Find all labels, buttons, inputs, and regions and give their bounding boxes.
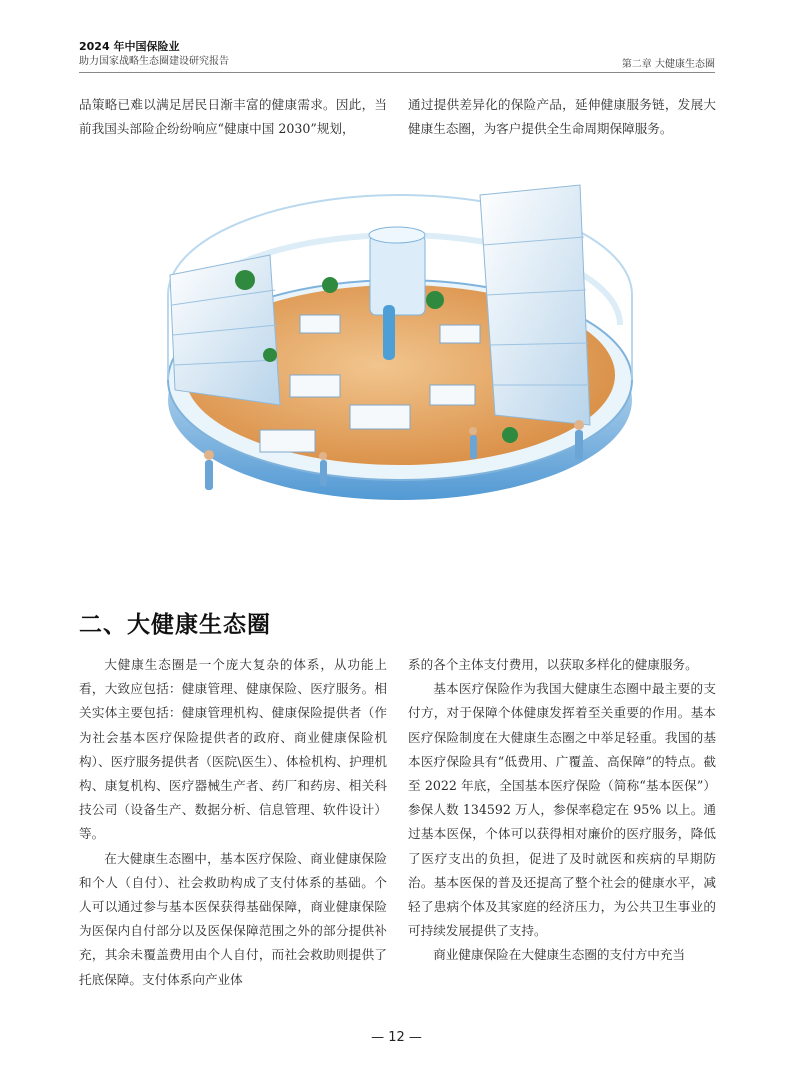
report-subtitle: 助力国家战略生态圈建设研究报告 [79, 56, 229, 67]
top-paragraph-left: 品策略已难以满足居民日渐丰富的健康需求。因此，当前我国头部险企纷纷响应“健康中国 2030”规划， [79, 97, 387, 137]
report-year-title: 2024 年中国保险业 [79, 40, 180, 53]
paragraph-basic-medical-insurance: 基本医疗保险作为我国大健康生态圈中最主要的支付方，对于保障个体健康发挥着至关重要的作用。基本医疗保险制度在大健康生态圈之中举足轻重。我国的基本医疗保险具有“低费用、广覆盖、高保障”的特点。截至 2022 年底，全国基本医疗保险（简称“基本医保”）参保人数 134592 万人，参保率稳定在 95% 以上。通过基本医保，个体可以获得相对廉价的医疗服务，降低了医疗支出的负担，促进了及时就医和疾病的早期防治。基本医保的普及还提高了整个社会的健康水平，减轻了患病个体及其家庭的经济压力，为公共卫生事业的可持续发展提供了支持。 [408, 681, 716, 939]
paragraph-commercial-health-insurance: 商业健康保险在大健康生态圈的支付方中充当 [433, 947, 686, 963]
health-ecosystem-illustration [150, 175, 650, 535]
page-number: — 12 — [371, 1030, 422, 1045]
paragraph-continuation: 系的各个主体支付费用，以获取多样化的健康服务。 [408, 657, 698, 672]
chapter-label: 第二章 大健康生态圈 [621, 59, 715, 70]
header-rule [79, 72, 715, 73]
top-text-left [79, 93, 387, 141]
top-paragraph-right: 通过提供差异化的保险产品，延伸健康服务链，发展大健康生态圈，为客户提供全生命周期保障服务。 [408, 97, 716, 137]
page-header [79, 40, 715, 68]
paragraph-payment-system: 在大健康生态圈中，基本医疗保险、商业健康保险和个人（自付）、社会救助构成了支付体系的基础。个人可以通过参与基本医保获得基础保障，商业健康保险为医保内自付部分以及医保保障范围之外的部分提供补充，其余未覆盖费用由个人自付，而社会救助则提供了托底保障。支付体系向产业体 [79, 850, 387, 987]
section-title: 二、大健康生态圈 [79, 612, 271, 638]
top-text-right [408, 93, 716, 141]
body-column-right [408, 653, 716, 968]
paragraph-ecosystem-overview: 大健康生态圈是一个庞大复杂的体系，从功能上看，大致应包括：健康管理、健康保险、医疗服务。相关实体主要包括：健康管理机构、健康保险提供者（作为社会基本医疗保险提供者的政府、商业健康保险机构）、医疗服务提供者（医院\医生）、体检机构、护理机构、康复机构、医疗器械生产者、药厂和药房、相关科技公司（设备生产、数据分析、信息管理、软件设计）等。 [79, 657, 387, 842]
body-column-left [79, 653, 387, 992]
